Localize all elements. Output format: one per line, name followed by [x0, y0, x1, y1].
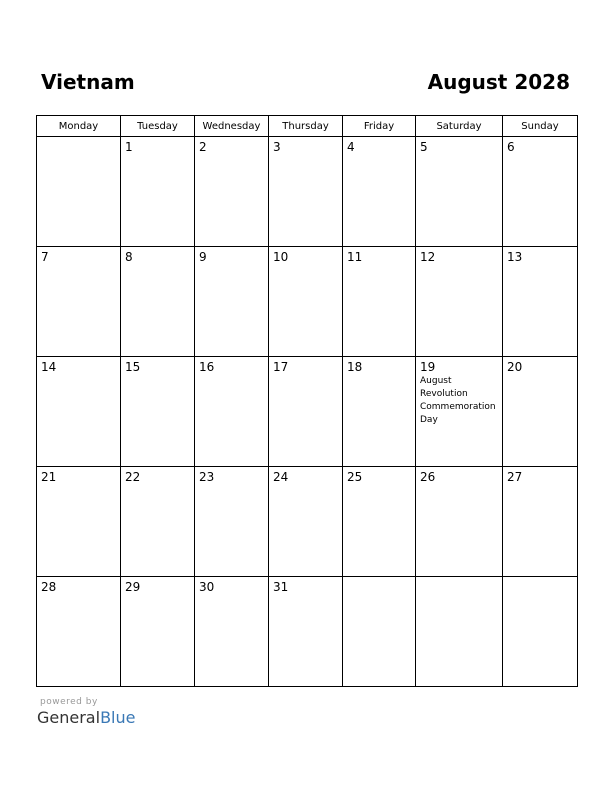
- day-cell: [269, 137, 343, 247]
- day-cell: [37, 357, 121, 467]
- day-cell: [195, 357, 269, 467]
- day-cell: [37, 577, 121, 687]
- week-row: [37, 577, 578, 687]
- day-number: 31: [273, 580, 289, 594]
- day-number: 4: [347, 140, 355, 154]
- weekday-header-sunday: Sunday: [503, 116, 578, 137]
- day-number: 14: [41, 360, 57, 374]
- day-cell: [343, 357, 416, 467]
- day-number: [416, 577, 502, 580]
- day-number: 23: [199, 470, 215, 484]
- day-number: 11: [347, 250, 363, 264]
- day-cell: [269, 247, 343, 357]
- day-cell: [195, 467, 269, 577]
- day-cell: [37, 137, 121, 247]
- day-cell: [416, 137, 503, 247]
- weekday-header-saturday: Saturday: [416, 116, 503, 137]
- day-cell: [343, 467, 416, 577]
- day-cell: [503, 247, 578, 357]
- day-number: 8: [125, 250, 133, 264]
- day-number: [37, 137, 120, 140]
- day-cell: [416, 577, 503, 687]
- day-number: 28: [41, 580, 57, 594]
- day-number: 5: [420, 140, 428, 154]
- week-row: [37, 137, 578, 247]
- day-number: [503, 577, 577, 580]
- country-title: Vietnam: [41, 70, 135, 94]
- day-number: 24: [273, 470, 289, 484]
- day-number: 6: [507, 140, 515, 154]
- holiday-label: August Revolution Commemoration Day: [420, 376, 496, 425]
- day-cell: [503, 357, 578, 467]
- day-cell: [121, 247, 195, 357]
- day-cell: [269, 577, 343, 687]
- week-row: [37, 247, 578, 357]
- day-number: 17: [273, 360, 289, 374]
- day-number: 3: [273, 140, 281, 154]
- day-cell-holiday: [416, 357, 503, 467]
- day-number: 15: [125, 360, 141, 374]
- day-cell: [269, 357, 343, 467]
- day-cell: [37, 247, 121, 357]
- day-cell: [269, 467, 343, 577]
- weekday-header-friday: Friday: [343, 116, 416, 137]
- month-title: August 2028: [427, 70, 570, 94]
- day-cell: [121, 467, 195, 577]
- day-number: 2: [199, 140, 207, 154]
- day-number: 1: [125, 140, 133, 154]
- day-number: 13: [507, 250, 523, 264]
- day-cell: [195, 137, 269, 247]
- week-row: [37, 467, 578, 577]
- day-number: [343, 577, 415, 580]
- day-cell: [121, 137, 195, 247]
- day-number: 18: [347, 360, 363, 374]
- weekday-header-tuesday: Tuesday: [121, 116, 195, 137]
- day-number: 12: [420, 250, 436, 264]
- weekday-header-row: [37, 116, 578, 137]
- day-cell: [503, 137, 578, 247]
- week-row: [37, 357, 578, 467]
- day-number: 26: [420, 470, 436, 484]
- day-number: 10: [273, 250, 289, 264]
- day-number: 20: [507, 360, 523, 374]
- day-cell: [121, 357, 195, 467]
- day-number: 29: [125, 580, 141, 594]
- day-cell: [416, 467, 503, 577]
- day-cell: [343, 137, 416, 247]
- generalblue-logo[interactable]: [37, 708, 135, 727]
- day-cell: [343, 577, 416, 687]
- day-number: 9: [199, 250, 207, 264]
- day-number: 25: [347, 470, 363, 484]
- calendar-grid: [36, 115, 578, 687]
- day-number: 16: [199, 360, 215, 374]
- day-number: 19: [420, 360, 436, 374]
- day-number: 21: [41, 470, 57, 484]
- day-cell: [195, 247, 269, 357]
- day-cell: [195, 577, 269, 687]
- day-number: 30: [199, 580, 215, 594]
- weekday-header-monday: Monday: [37, 116, 121, 137]
- day-cell: [121, 577, 195, 687]
- day-cell: [343, 247, 416, 357]
- day-cell: [416, 247, 503, 357]
- day-cell: [503, 467, 578, 577]
- brand-general: General: [37, 708, 101, 727]
- weekday-header-wednesday: Wednesday: [195, 116, 269, 137]
- weekday-header-thursday: Thursday: [269, 116, 343, 137]
- day-number: 27: [507, 470, 523, 484]
- brand-blue: Blue: [100, 708, 136, 727]
- day-number: 22: [125, 470, 141, 484]
- day-cell: [503, 577, 578, 687]
- day-number: 7: [41, 250, 49, 264]
- day-cell: [37, 467, 121, 577]
- powered-by-text: powered by: [40, 697, 98, 707]
